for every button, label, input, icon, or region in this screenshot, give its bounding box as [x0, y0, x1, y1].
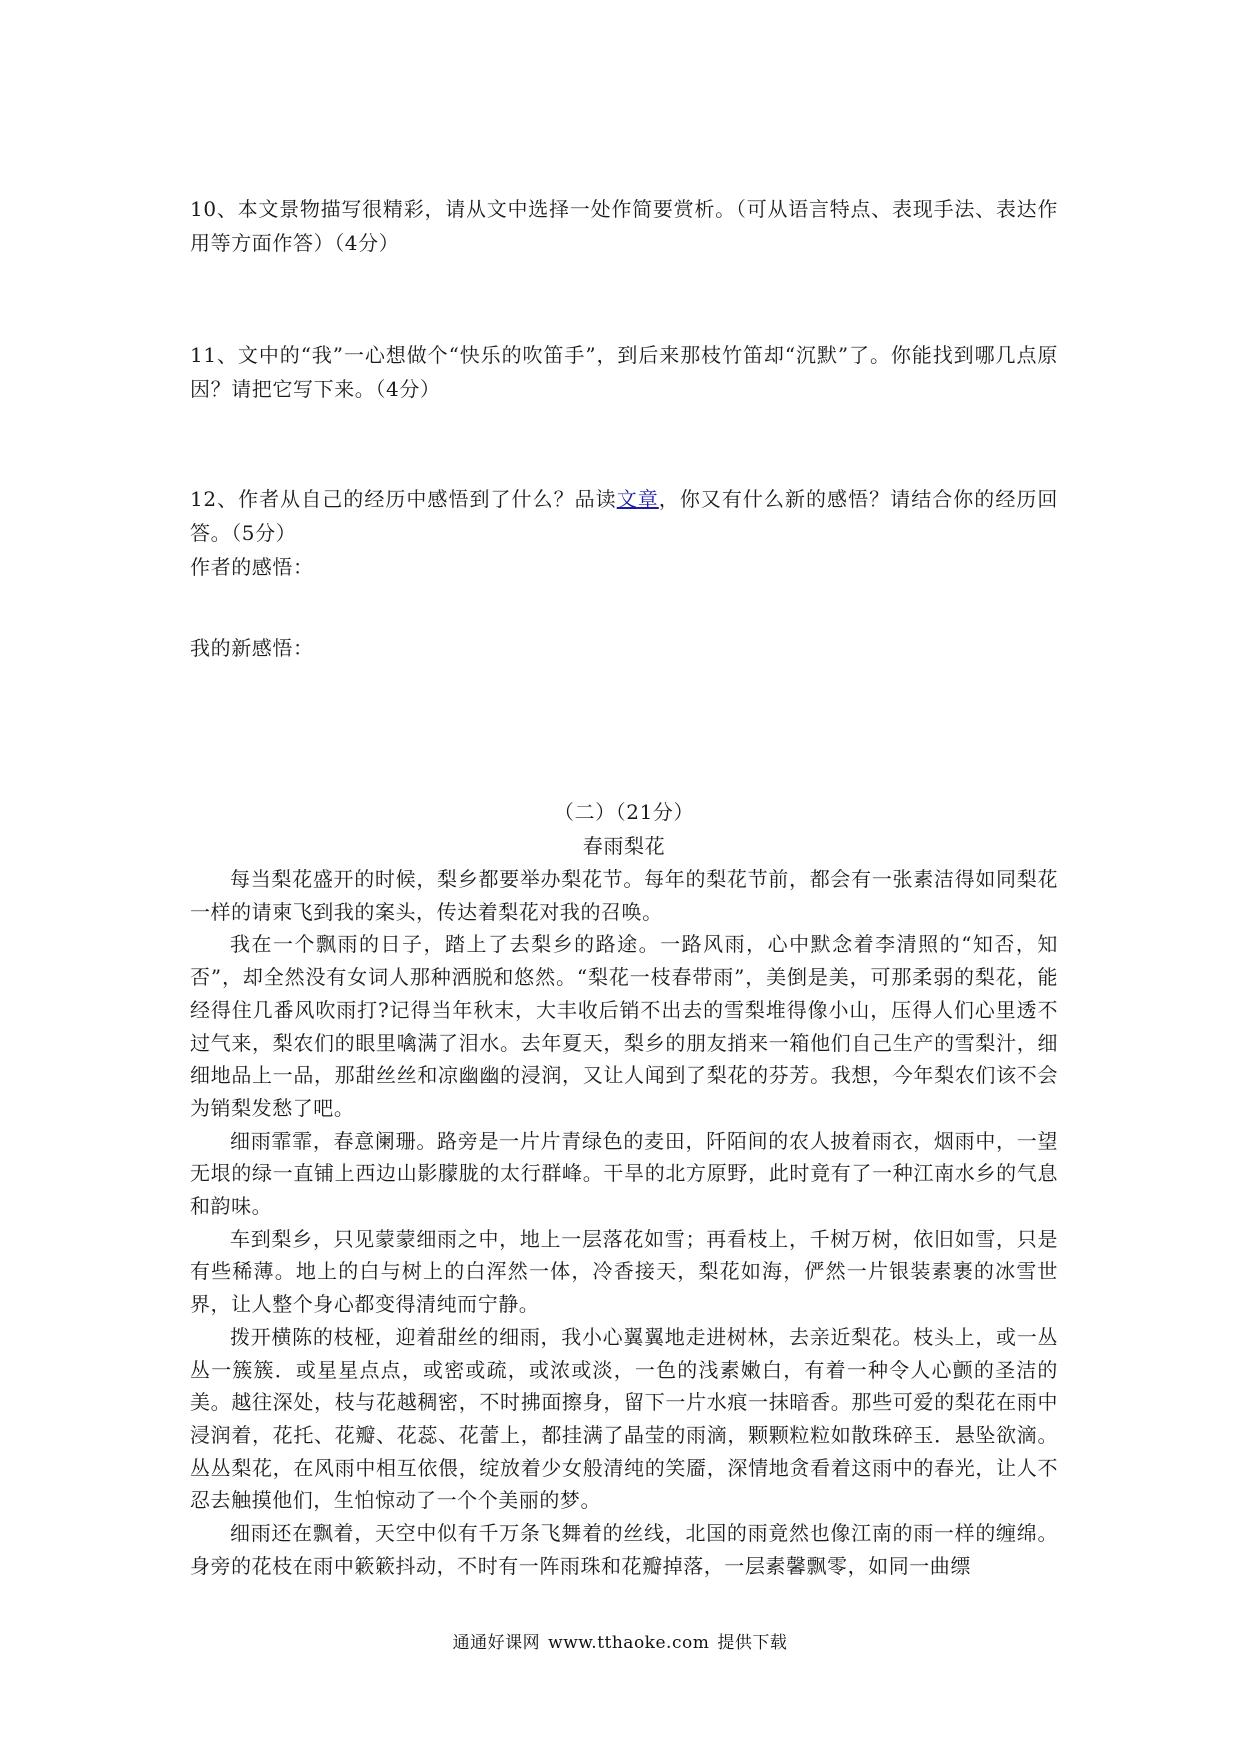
page-footer — [0, 1628, 1240, 1653]
essay-title: 春雨梨花 — [582, 834, 666, 858]
essay-paragraph: 细雨还在飘着，天空中似有千万条飞舞着的丝线，北国的雨竟然也像江南的雨一样的缠绵。身旁的花枝在雨中簌簌抖动，不时有一阵雨珠和花瓣掉落，一层素馨飘零，如同一曲缥 — [190, 1521, 1058, 1578]
question-12-text-b: ，你又有什么新的感悟？请结合你的经历回答。（5分） — [190, 487, 1058, 545]
article-link[interactable]: 文章 — [616, 487, 659, 511]
question-12 — [190, 482, 1058, 550]
footer-suffix: 提供下载 — [717, 1633, 788, 1653]
footer-url[interactable]: www.tthaoke.com — [548, 1633, 710, 1653]
my-insight-label: 我的新感悟： — [190, 636, 314, 660]
author-insight-label: 作者的感悟： — [190, 555, 314, 579]
essay-body — [190, 863, 1058, 1582]
essay-paragraph: 细雨霏霏，春意阑珊。路旁是一片片青绿色的麦田，阡陌间的农人披着雨衣，烟雨中，一望无垠的绿一直铺上西边山影朦胧的太行群峰。干旱的北方原野，此时竟有了一种江南水乡的气息和韵味。 — [190, 1128, 1058, 1219]
essay-paragraph: 我在一个飘雨的日子，踏上了去梨乡的路途。一路风雨，心中默念着李清照的“知否，知否”，却全然没有女词人那种洒脱和悠然。“梨花一枝春带雨”，美倒是美，可那柔弱的梨花，能经得住几番风吹雨打?记得当年秋末，大丰收后销不出去的雪梨堆得像小山，压得人们心里透不过气来，梨农们的眼里噙满了泪水。去年夏天，梨乡的朋友捎来一箱他们自己生产的雪梨汁，细细地品上一品，那甜丝丝和凉幽幽的浸润，又让人闻到了梨花的芬芳。我想，今年梨农们该不会为销梨发愁了吧。 — [190, 932, 1058, 1120]
essay-paragraph: 车到梨乡，只见蒙蒙细雨之中，地上一层落花如雪；再看枝上，千树万树，依旧如雪，只是有些稀薄。地上的白与树上的白浑然一体，冷香接天，梨花如海，俨然一片银装素裹的冰雪世界，让人整个身心都变得清纯而宁静。 — [190, 1226, 1058, 1317]
essay-paragraph: 每当梨花盛开的时候，梨乡都要举办梨花节。每年的梨花节前，都会有一张素洁得如同梨花一样的请柬飞到我的案头，传达着梨花对我的召唤。 — [190, 867, 1058, 924]
question-10: 10、本文景物描写很精彩，请从文中选择一处作简要赏析。（可从语言特点、表现手法、表达作用等方面作答）（4分） — [190, 197, 1058, 255]
section-heading: （二）（21分） — [553, 800, 695, 824]
question-11: 11、文中的“我”一心想做个“快乐的吹笛手”，到后来那枝竹笛却“沉默”了。你能找到哪几点原因？请把它写下来。（4分） — [190, 343, 1058, 401]
question-12-text-a: 12、作者从自己的经历中感悟到了什么？品读 — [190, 487, 617, 511]
footer-site-name: 通通好课网 — [452, 1633, 541, 1653]
essay-paragraph: 拨开横陈的枝桠，迎着甜丝的细雨，我小心翼翼地走进树林，去亲近梨花。枝头上，或一丛丛一簇簇．或星星点点，或密或疏，或浓或淡，一色的浅素嫩白，有着一种令人心颤的圣洁的美。越往深处，枝与花越稠密，不时拂面擦身，留下一片水痕一抹暗香。那些可爱的梨花在雨中浸润着，花托、花瓣、花蕊、花蕾上，都挂满了晶莹的雨滴，颗颗粒粒如散珠碎玉．悬坠欲滴。丛丛梨花，在风雨中相互依偎，绽放着少女般清纯的笑靥，深情地贪看着这雨中的春光，让人不忍去触摸他们，生怕惊动了一个个美丽的梦。 — [190, 1324, 1058, 1513]
